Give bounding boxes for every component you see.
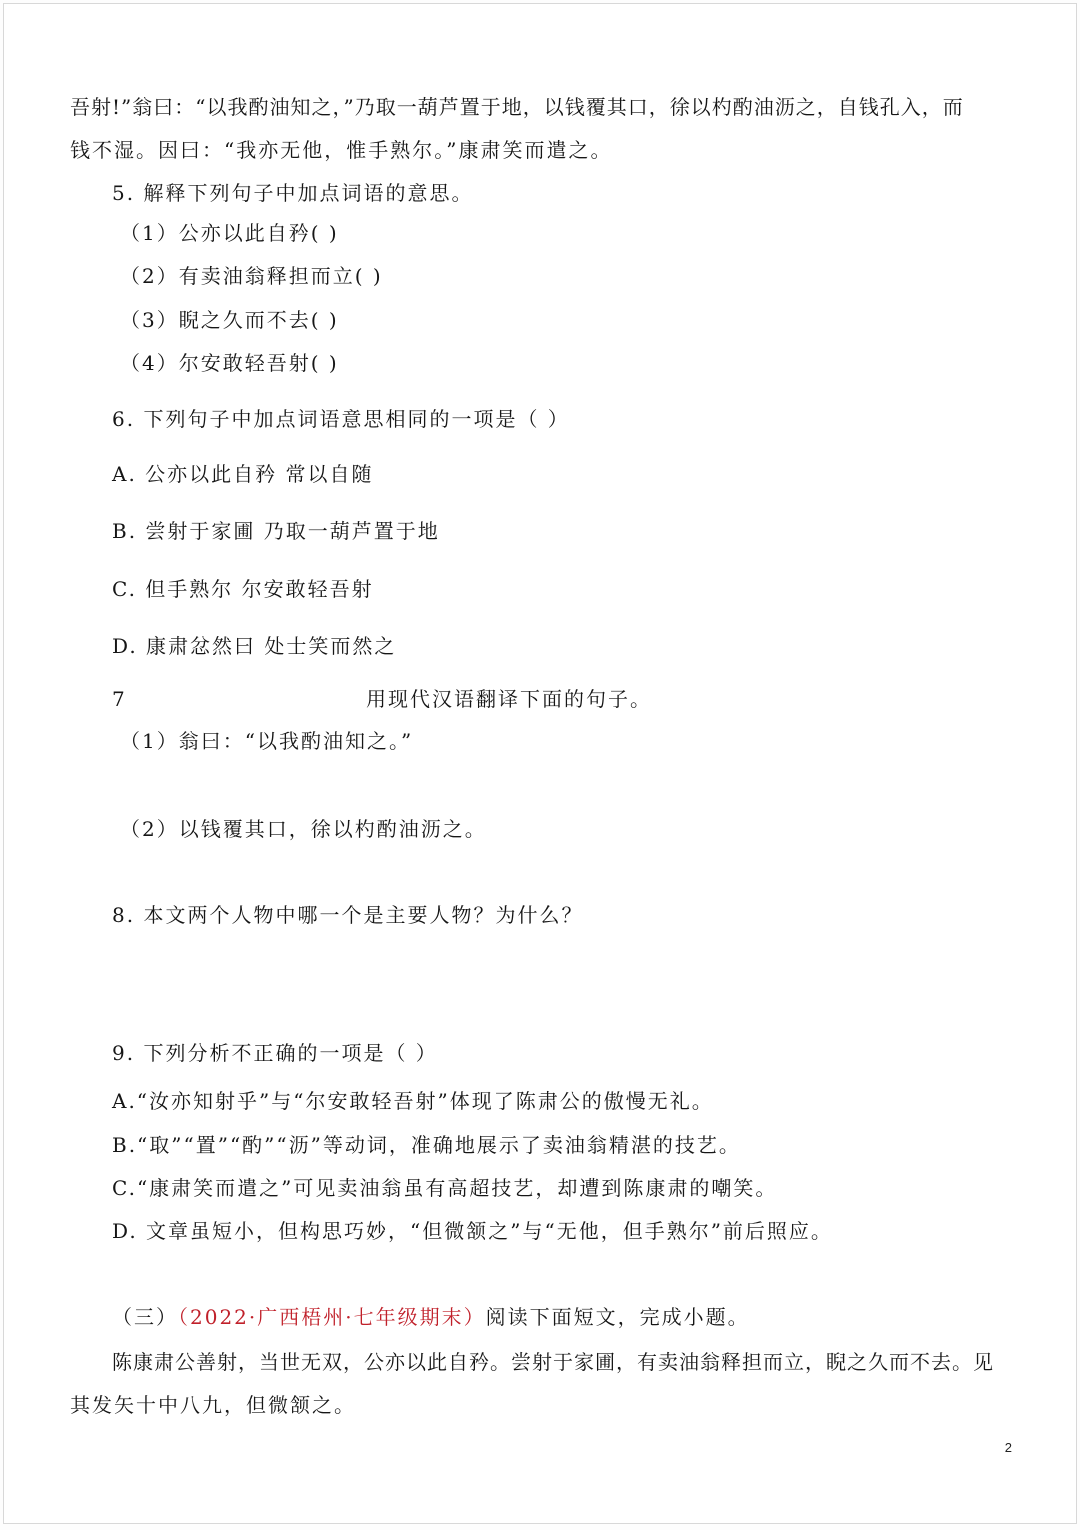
question-9-option: D. 文章虽短小，但构思巧妙，“但微颔之”与“无他，但手熟尔”前后照应。	[112, 1219, 833, 1243]
section-3-source: （2022·广西梧州·七年级期末）	[178, 1305, 486, 1329]
question-7-item: （1）翁曰：“以我酌油知之。”	[120, 729, 414, 753]
question-7-item: （2）以钱覆其口，徐以杓酌油沥之。	[120, 817, 487, 841]
section-3-passage-line: 其发矢十中八九，但微颔之。	[70, 1393, 356, 1417]
question-9-option: C.“康肃笑而遣之”可见卖油翁虽有高超技艺，却遭到陈康肃的嘲笑。	[112, 1176, 778, 1200]
question-5-item: （1）公亦以此自矜( )	[120, 221, 339, 245]
question-6-option: A. 公亦以此自矜 常以自随	[112, 462, 374, 486]
question-7-number: 7	[112, 687, 127, 711]
question-6-option: D. 康肃忿然曰 处士笑而然之	[112, 634, 397, 658]
document-page	[3, 3, 1077, 1524]
passage-line: 吾射!”翁曰：“以我酌油知之，”乃取一葫芦置于地，以钱覆其口，徐以杓酌油沥之，自钱孔入，而	[70, 95, 964, 119]
question-5-item: （3）睨之久而不去( )	[120, 308, 339, 332]
section-3-label: （三）	[112, 1305, 178, 1329]
question-7-stem: 用现代汉语翻译下面的句子。	[366, 687, 652, 711]
passage-line: 钱不湿。因曰：“我亦无他，惟手熟尔。”康肃笑而遣之。	[70, 138, 613, 162]
question-8-stem: 8. 本文两个人物中哪一个是主要人物？为什么？	[112, 903, 584, 927]
question-6-option: C. 但手熟尔 尔安敢轻吾射	[112, 577, 374, 601]
question-5-stem: 5. 解释下列句子中加点词语的意思。	[112, 181, 474, 205]
question-9-stem: 9. 下列分析不正确的一项是（ ）	[112, 1041, 438, 1065]
question-5-item: （2）有卖油翁释担而立( )	[120, 264, 383, 288]
question-9-option: A.“汝亦知射乎”与“尔安敢轻吾射”体现了陈肃公的傲慢无礼。	[112, 1089, 714, 1113]
question-6-option: B. 尝射于家圃 乃取一葫芦置于地	[112, 519, 440, 543]
section-3-heading	[112, 1304, 750, 1330]
section-3-passage-line: 陈康肃公善射，当世无双，公亦以此自矜。尝射于家圃，有卖油翁释担而立，睨之久而不去。见	[112, 1350, 994, 1374]
question-9-option: B.“取”“置”“酌”“沥”等动词，准确地展示了卖油翁精湛的技艺。	[112, 1133, 741, 1157]
section-3-instruction: 阅读下面短文，完成小题。	[485, 1305, 750, 1329]
page-number: 2	[1004, 1440, 1012, 1455]
question-5-item: （4）尔安敢轻吾射( )	[120, 351, 339, 375]
question-6-stem: 6. 下列句子中加点词语意思相同的一项是（ ）	[112, 407, 570, 431]
